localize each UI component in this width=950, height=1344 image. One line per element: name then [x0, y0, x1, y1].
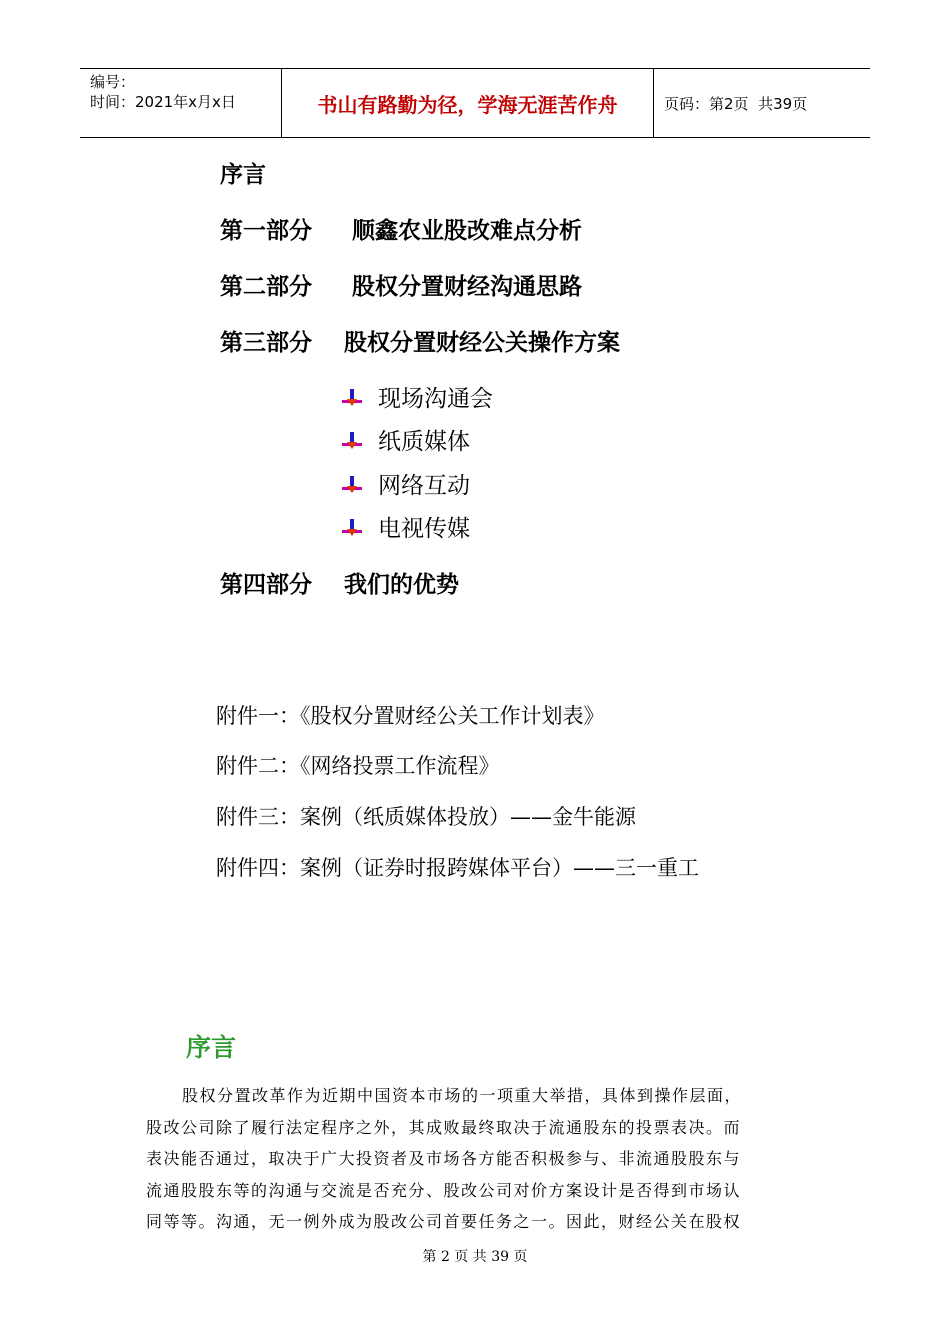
toc-part3: 第三部分 股权分置财经公关操作方案 — [220, 330, 621, 356]
header-number-label: 编号： — [90, 73, 136, 91]
attachment-item: 附件二：《网络投票工作流程》 — [216, 754, 500, 778]
toc-part4: 第四部分 我们的优势 — [220, 572, 460, 598]
toc-subitem — [342, 471, 470, 501]
attachment-item: 附件一：《股权分置财经公关工作计划表》 — [216, 704, 605, 728]
section-paragraph — [146, 1080, 804, 1238]
toc-subitem-label: 纸质媒体 — [378, 429, 470, 455]
header-time-label: 时间：2021年x月x日 — [90, 93, 236, 111]
down-arrow-bullet-icon — [342, 432, 362, 452]
toc-part2: 第二部分 股权分置财经沟通思路 — [220, 274, 583, 300]
attachment-item: 附件四：案例（证券时报跨媒体平台）——三一重工 — [216, 856, 699, 880]
toc-subitem — [342, 514, 470, 544]
section-title: 序言 — [186, 1033, 237, 1062]
header-page-info: 页码：第2页 共39页 — [664, 94, 808, 113]
toc-preface: 序言 — [220, 162, 266, 188]
toc-subitem-label: 电视传媒 — [378, 516, 470, 542]
paragraph-line: 流通股股东等的沟通与交流是否充分、股改公司对价方案设计是否得到市场认 — [146, 1180, 742, 1200]
down-arrow-bullet-icon — [342, 519, 362, 539]
page-footer: 第 2 页 共 39 页 — [422, 1249, 528, 1265]
paragraph-line: 表决能否通过，取决于广大投资者及市场各方能否积极参与、非流通股股东与 — [146, 1149, 742, 1168]
paragraph-line: 同等等。沟通，无一例外成为股改公司首要任务之一。因此，财经公关在股权 — [146, 1212, 742, 1231]
header-meta — [80, 69, 282, 137]
toc-subitem-label: 网络互动 — [378, 473, 470, 499]
header-motto: 书山有路勤为径，学海无涯苦作舟 — [282, 69, 654, 137]
toc-subitem-label: 现场沟通会 — [378, 386, 493, 412]
toc-subitem — [342, 427, 470, 457]
toc-part1: 第一部分 顺鑫农业股改难点分析 — [220, 218, 583, 244]
page-header — [80, 68, 870, 138]
down-arrow-bullet-icon — [342, 476, 362, 496]
paragraph-line: 股权分置改革作为近期中国资本市场的一项重大举措，具体到操作层面， — [182, 1086, 743, 1105]
paragraph-line: 股改公司除了履行法定程序之外，其成败最终取决于流通股东的投票表决。而 — [146, 1117, 742, 1137]
toc-subitem — [342, 384, 493, 414]
attachment-item: 附件三：案例（纸质媒体投放）——金牛能源 — [216, 805, 636, 829]
down-arrow-bullet-icon — [342, 389, 362, 409]
